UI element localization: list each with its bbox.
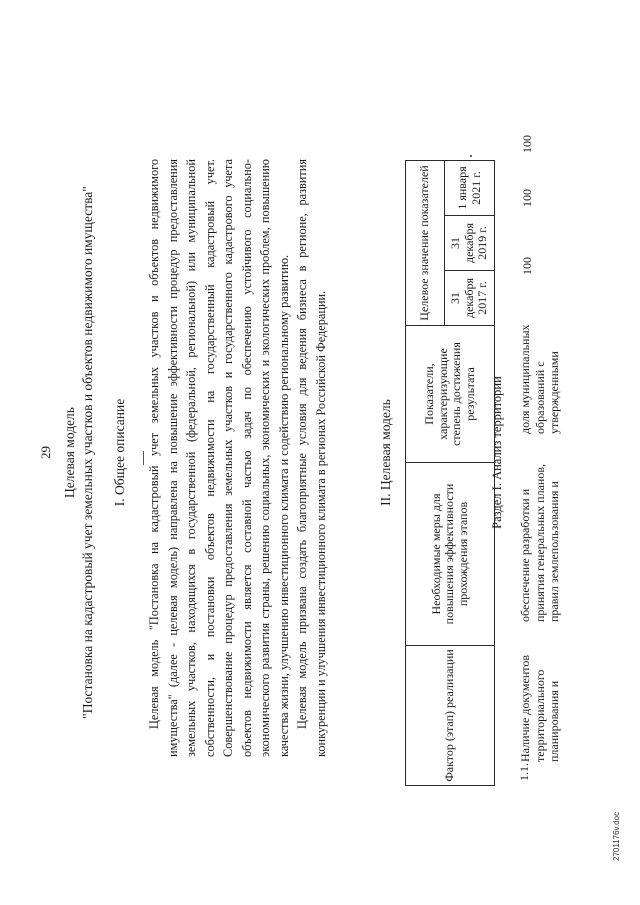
dash-mark: [143, 451, 144, 465]
target-model-table: [405, 160, 495, 786]
intro-paragraph-1: Целевая модель "Постановка на кадастровый учет земельных участков и объектов недвижимого имущества" (далее - целевая модель) направлена на повышение эффективности процедур предоставления земельных участков, находящихся в государственной (федеральной, региональной) или муниципальной собственности, и постановки объектов недвижимости на государственный кадастровый учет. Совершенствование процедур предоставления земельных участков и государственного кадастрового учета объектов недвижимости является составной частью задач по обеспечению устойчивого социально-экономического развития страны, решению социальных, экономических и экологических проблем, повышению качества жизни, улучшению инвестиционного климата и содействию региональному развитию.: [147, 159, 291, 757]
row-measure: обеспечение разработки и принятия генеральных планов, правил землепользования и: [518, 463, 561, 622]
section-heading-target-model: II. Целевая модель: [378, 399, 393, 506]
row-indicator: доля муниципальных образований с утвержденными: [518, 324, 561, 434]
header-measures: Необходимые меры для повышения эффективности прохождения этапов: [406, 463, 495, 646]
document-subtitle: "Постановка на кадастровый учет земельных участков и объектов недвижимого имущества": [80, 186, 95, 719]
section-heading-general: I. Общее описание: [112, 398, 127, 507]
dot-mark: [470, 155, 472, 157]
intro-text: [145, 159, 330, 757]
header-factor: Фактор (этап) реализации: [406, 646, 495, 786]
row-factor: Наличие документов территориального планирования и: [518, 655, 561, 762]
header-date-2021: 1 января 2021 г.: [445, 161, 495, 216]
razdel-heading: Раздел I. Анализ территории: [490, 376, 504, 529]
header-target-values: Целевое значение показателей: [406, 161, 445, 326]
document-code: 2701176v.doc: [612, 811, 621, 861]
page-number: 29: [38, 446, 53, 459]
header-indicators: Показатели, характеризующие степень достижения результата: [406, 326, 495, 463]
header-date-2017: 31 декабря 2017 г.: [445, 271, 495, 326]
row-number: 1.1.: [517, 763, 531, 781]
row-value-2017: 100: [520, 257, 534, 275]
row-value-2021: 100: [520, 135, 534, 153]
intro-paragraph-2: Целевая модель призвана создать благоприятные условия для ведения бизнеса в регионе, развития конкуренции и улучшения инвестиционного климата в регионах Российской Федерации.: [295, 159, 328, 757]
document-title: Целевая модель: [62, 407, 77, 498]
header-date-2019: 31 декабря 2019 г.: [445, 216, 495, 271]
row-value-2019: 100: [520, 189, 534, 207]
